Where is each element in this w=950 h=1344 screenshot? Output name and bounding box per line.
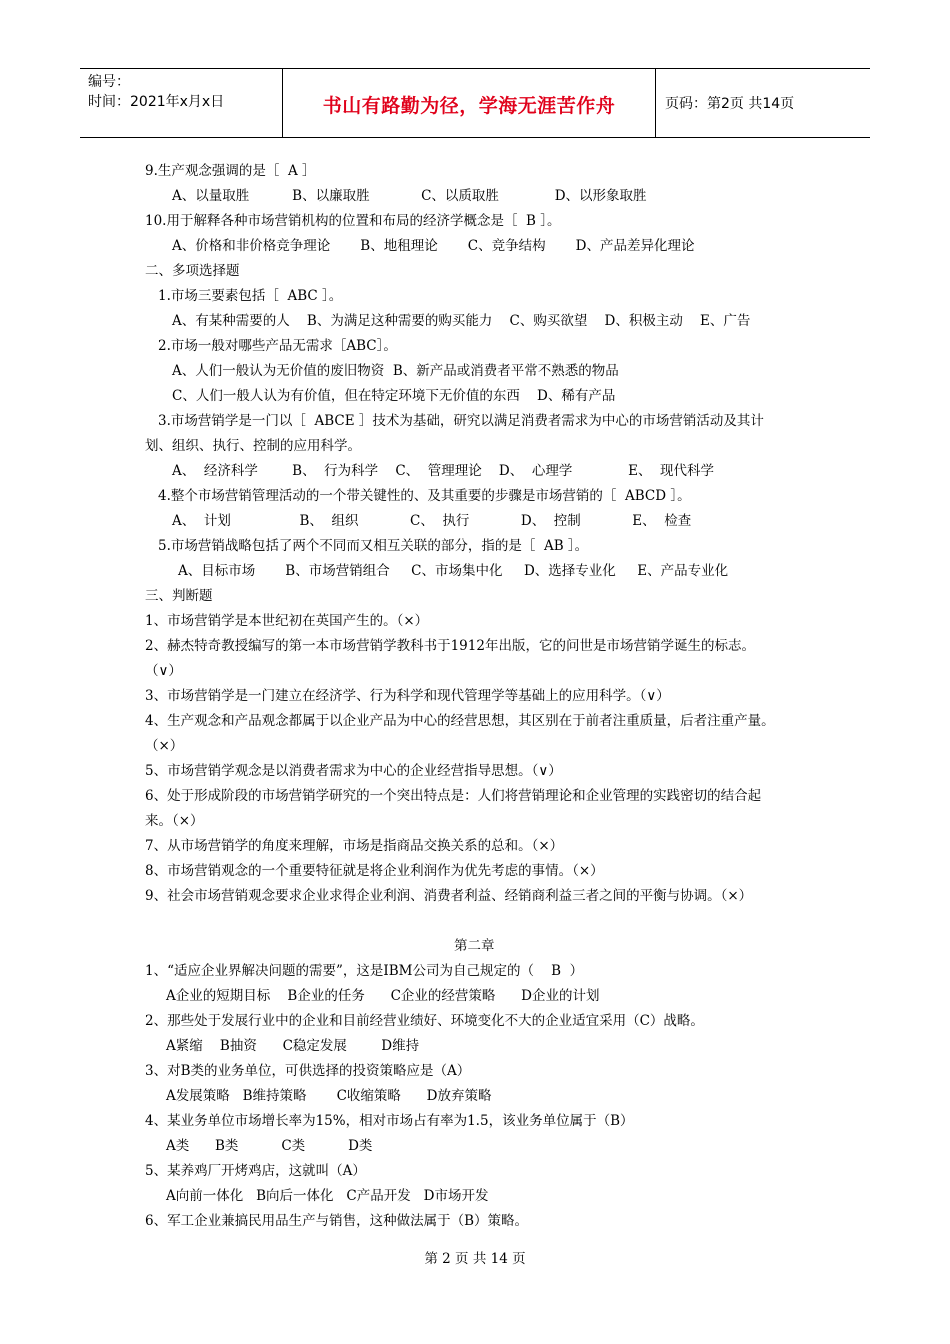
header-page-info: 页码：第2页 共14页 [665,96,795,112]
text-line: 3、对B类的业务单位，可供选择的投资策略应是（A） [145,1063,471,1079]
text-line: （×） [145,738,184,754]
text-line: 二、多项选择题 [145,263,240,279]
chapter-heading: 第二章 [454,938,495,954]
text-line: A、价格和非价格竞争理论 B、地租理论 C、竞争结构 D、产品差异化理论 [172,238,695,254]
text-line: 2、那些处于发展行业中的企业和目前经营业绩好、环境变化不大的企业适宜采用（C）战略。 [145,1013,704,1029]
text-line: 三、判断题 [145,588,213,604]
text-line: 7、从市场营销学的角度来理解，市场是指商品交换关系的总和。（×） [145,838,564,854]
text-line: 5.市场营销战略包括了两个不同而又相互关联的部分，指的是［ AB ］。 [158,538,589,554]
header-motto: 书山有路勤为径，学海无涯苦作舟 [322,95,616,117]
text-line: A发展策略 B维持策略 C收缩策略 D放弃策略 [166,1088,492,1104]
text-line: C、人们一般人认为有价值，但在特定环境下无价值的东西 D、稀有产品 [172,388,616,404]
text-line: 1.市场三要素包括［ ABC ］。 [158,288,343,304]
text-line: 5、市场营销学观念是以消费者需求为中心的企业经营指导思想。（∨） [145,763,562,779]
text-line: （∨） [145,663,182,679]
header-left-cell [80,69,282,137]
text-line: 4、生产观念和产品观念都属于以企业产品为中心的经营思想，其区别在于前者注重质量，后者注重产量。 [145,713,775,729]
text-line: 4、某业务单位市场增长率为15%，相对市场占有率为1.5，该业务单位属于（B） [145,1113,634,1129]
page-footer: 第 2 页 共 14 页 [424,1251,526,1267]
text-line: A、人们一般认为无价值的废旧物资 B、新产品或消费者平常不熟悉的物品 [172,363,619,379]
text-line: A、 计划 B、 组织 C、 执行 D、 控制 E、 检查 [172,513,692,529]
text-line: A、以量取胜 B、以廉取胜 C、以质取胜 D、以形象取胜 [172,188,647,204]
text-line: A、 经济科学 B、 行为科学 C、 管理理论 D、 心理学 E、 现代科学 [172,463,715,479]
text-line: A紧缩 B抽资 C稳定发展 D维持 [166,1038,420,1054]
text-line: A类 B类 C类 D类 [166,1138,373,1154]
text-line: 2.市场一般对哪些产品无需求［ABC］。 [158,338,397,354]
text-line: A、有某种需要的人 B、为满足这种需要的购买能力 C、购买欲望 D、积极主动 E、广告 [172,313,751,329]
text-line: 6、军工企业兼搞民用品生产与销售，这种做法属于（B）策略。 [145,1213,529,1229]
text-line: A、目标市场 B、市场营销组合 C、市场集中化 D、选择专业化 E、产品专业化 [178,563,729,579]
text-line: 1、“适应企业界解决问题的需要”，这是IBM公司为自己规定的（ B ） [145,963,584,979]
text-line: 4.整个市场营销管理活动的一个带关键性的、及其重要的步骤是市场营销的［ ABCD ］。 [158,488,691,504]
text-line: 3.市场营销学是一门以［ ABCE ］技术为基础，研究以满足消费者需求为中心的市场营销活动及其计 [158,413,764,429]
text-line: 8、市场营销观念的一个重要特征就是将企业利润作为优先考虑的事情。（×） [145,863,604,879]
text-line: 10.用于解释各种市场营销机构的位置和布局的经济学概念是［ B ］。 [145,213,561,229]
text-line: 9.生产观念强调的是［ A ］ [145,163,316,179]
text-line: 划、组织、执行、控制的应用科学。 [145,438,361,454]
header-right-cell [655,69,870,137]
text-line: 6、处于形成阶段的市场营销学研究的一个突出特点是：人们将营销理论和企业管理的实践密切的结合起 [145,788,762,804]
text-line: 来。（×） [145,813,204,829]
doc-date: 时间：2021年x月x日 [88,94,225,110]
text-line: 3、市场营销学是一门建立在经济学、行为科学和现代管理学等基础上的应用科学。（∨） [145,688,670,704]
text-line: A向前一体化 B向后一体化 C产品开发 D市场开发 [166,1188,489,1204]
text-line: 9、社会市场营销观念要求企业求得企业利润、消费者利益、经销商利益三者之间的平衡与协调。（×） [145,888,753,904]
text-line: A企业的短期目标 B企业的任务 C企业的经营策略 D企业的计划 [166,988,600,1004]
text-line: 2、赫杰特奇教授编写的第一本市场营销学教科书于1912年出版，它的问世是市场营销学诞生的标志。 [145,638,755,654]
header-motto-cell [282,69,656,137]
page-header [80,68,870,138]
doc-number-label: 编号： [88,74,130,90]
text-line: 1、市场营销学是本世纪初在英国产生的。（×） [145,613,429,629]
text-line: 5、某养鸡厂开烤鸡店，这就叫（A） [145,1163,366,1179]
